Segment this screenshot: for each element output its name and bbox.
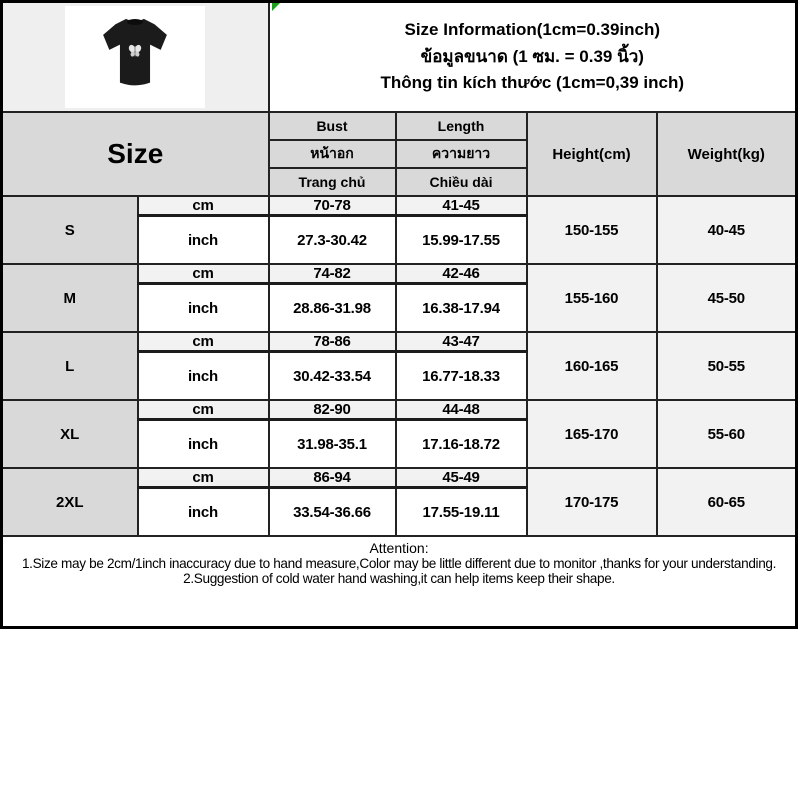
- height-value: 155-160: [527, 264, 657, 332]
- bust-inch-value: 31.98-35.1: [269, 420, 396, 469]
- bust-inch-value: 33.54-36.66: [269, 488, 396, 537]
- size-label-xl: XL: [2, 400, 138, 468]
- weight-value: 55-60: [657, 400, 797, 468]
- col-header-length-th: ความยาว: [396, 140, 527, 168]
- bust-inch-value: 27.3-30.42: [269, 216, 396, 265]
- cell-corner-marker: [272, 3, 280, 11]
- size-label-m: M: [2, 264, 138, 332]
- col-header-weight: Weight(kg): [657, 112, 797, 196]
- unit-cm: cm: [138, 196, 269, 216]
- unit-inch: inch: [138, 216, 269, 265]
- unit-cm: cm: [138, 400, 269, 420]
- length-cm-value: 44-48: [396, 400, 527, 420]
- col-header-bust-th: หน้าอก: [269, 140, 396, 168]
- product-photo: [65, 6, 205, 108]
- height-value: 150-155: [527, 196, 657, 264]
- height-value: 165-170: [527, 400, 657, 468]
- size-label-2xl: 2XL: [2, 468, 138, 536]
- title-line-th: ข้อมูลขนาด (1 ซม. = 0.39 นิ้ว): [420, 46, 644, 66]
- col-header-bust-en: Bust: [269, 112, 396, 140]
- unit-inch: inch: [138, 488, 269, 537]
- col-header-length-vi: Chiều dài: [396, 168, 527, 196]
- unit-inch: inch: [138, 420, 269, 469]
- length-cm-value: 41-45: [396, 196, 527, 216]
- col-header-size: Size: [2, 112, 269, 196]
- height-value: 170-175: [527, 468, 657, 536]
- length-cm-value: 45-49: [396, 468, 527, 488]
- height-value: 160-165: [527, 332, 657, 400]
- weight-value: 45-50: [657, 264, 797, 332]
- length-inch-value: 17.55-19.11: [396, 488, 527, 537]
- col-header-length-en: Length: [396, 112, 527, 140]
- attention-title: Attention:: [369, 540, 429, 556]
- product-image-cell: [2, 2, 269, 113]
- weight-value: 40-45: [657, 196, 797, 264]
- attention-note: [2, 536, 797, 628]
- weight-value: 50-55: [657, 332, 797, 400]
- bust-cm-value: 70-78: [269, 196, 396, 216]
- attention-line-2: 2.Suggestion of cold water hand washing,it can help items keep their shape.: [183, 571, 615, 586]
- unit-cm: cm: [138, 264, 269, 284]
- bust-cm-value: 78-86: [269, 332, 396, 352]
- title-line-en: Size Information(1cm=0.39inch): [404, 20, 661, 40]
- length-inch-value: 16.77-18.33: [396, 352, 527, 401]
- length-inch-value: 16.38-17.94: [396, 284, 527, 333]
- bust-cm-value: 86-94: [269, 468, 396, 488]
- bust-inch-value: 28.86-31.98: [269, 284, 396, 333]
- size-label-s: S: [2, 196, 138, 264]
- bust-inch-value: 30.42-33.54: [269, 352, 396, 401]
- title-line-vi: Thông tin kích thước (1cm=0,39 inch): [380, 73, 685, 93]
- size-label-l: L: [2, 332, 138, 400]
- attention-line-1: 1.Size may be 2cm/1inch inaccuracy due to hand measure,Color may be little different due to monitor ,thanks for your understanding.: [21, 556, 777, 571]
- col-header-height: Height(cm): [527, 112, 657, 196]
- unit-cm: cm: [138, 468, 269, 488]
- size-information-title: [269, 2, 797, 113]
- weight-value: 60-65: [657, 468, 797, 536]
- unit-inch: inch: [138, 352, 269, 401]
- bust-cm-value: 82-90: [269, 400, 396, 420]
- bust-cm-value: 74-82: [269, 264, 396, 284]
- tshirt-image: [73, 8, 197, 106]
- unit-cm: cm: [138, 332, 269, 352]
- length-cm-value: 43-47: [396, 332, 527, 352]
- length-inch-value: 17.16-18.72: [396, 420, 527, 469]
- col-header-bust-vi: Trang chủ: [269, 168, 396, 196]
- length-inch-value: 15.99-17.55: [396, 216, 527, 265]
- length-cm-value: 42-46: [396, 264, 527, 284]
- unit-inch: inch: [138, 284, 269, 333]
